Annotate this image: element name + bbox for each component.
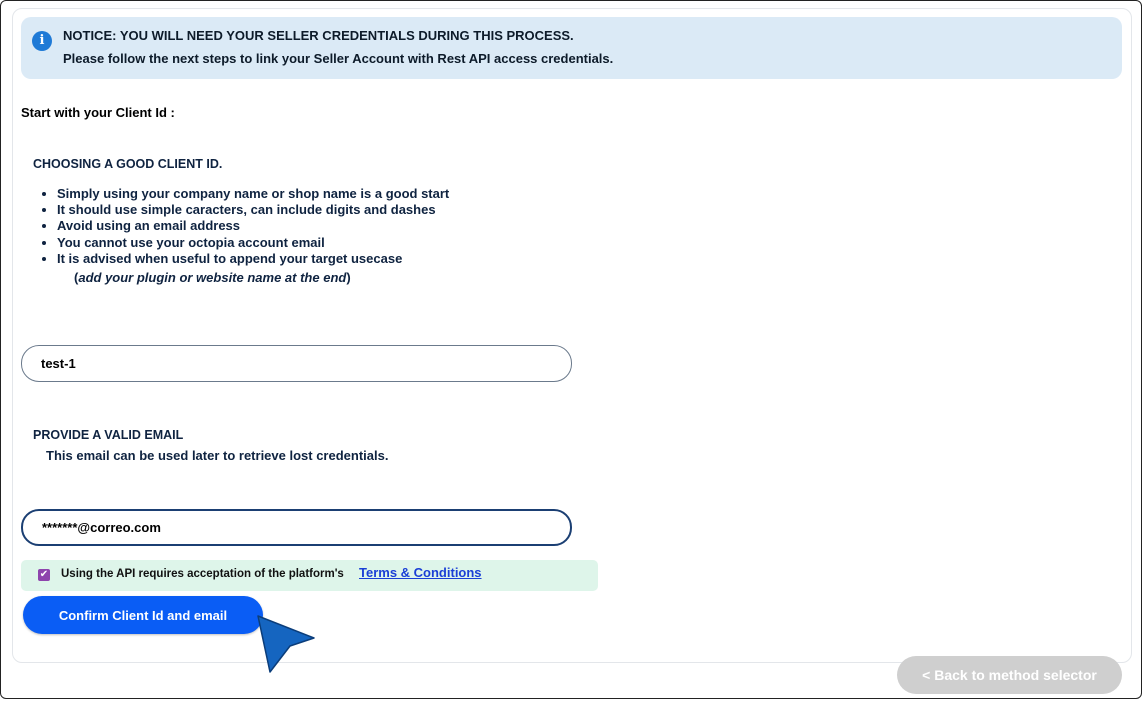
guideline-item: • Avoid using an email address (57, 218, 449, 234)
notice-title: NOTICE: YOU WILL NEED YOUR SELLER CREDENTIALS DURING THIS PROCESS. (63, 28, 574, 43)
usecase-note (74, 270, 351, 285)
client-id-section-title: CHOOSING A GOOD CLIENT ID. (33, 157, 223, 171)
guideline-item: • You cannot use your octopia account email (57, 235, 449, 251)
note-close: ) (346, 270, 351, 285)
note-open: ( (74, 270, 79, 285)
info-icon: i (32, 31, 52, 51)
email-help-text: This email can be used later to retrieve lost credentials. (46, 448, 389, 463)
notice-text: Please follow the next steps to link your Seller Account with Rest API access credentials. (63, 51, 614, 66)
guideline-item: • It should use simple caracters, can include digits and dashes (57, 202, 449, 218)
start-label: Start with your Client Id : (21, 105, 175, 120)
terms-conditions-link[interactable]: Terms & Conditions (359, 565, 482, 580)
client-id-input[interactable] (21, 345, 572, 382)
confirm-client-id-button[interactable]: Confirm Client Id and email (23, 596, 263, 634)
pointer-cursor-icon (256, 614, 316, 674)
guideline-item: • It is advised when useful to append your target usecase (57, 251, 449, 267)
email-section-title: PROVIDE A VALID EMAIL (33, 428, 184, 442)
check-icon: ✔ (39, 569, 49, 580)
guideline-item: • Simply using your company name or shop name is a good start (57, 186, 449, 202)
back-to-method-selector-button[interactable]: < Back to method selector (897, 656, 1122, 694)
terms-text: Using the API requires acceptation of the platform's (61, 568, 344, 580)
terms-checkbox[interactable] (38, 569, 50, 581)
email-input[interactable] (21, 509, 572, 546)
note-italic: add your plugin or website name at the end (78, 270, 347, 285)
notice-banner (21, 17, 1122, 79)
client-id-guidelines (41, 186, 449, 267)
